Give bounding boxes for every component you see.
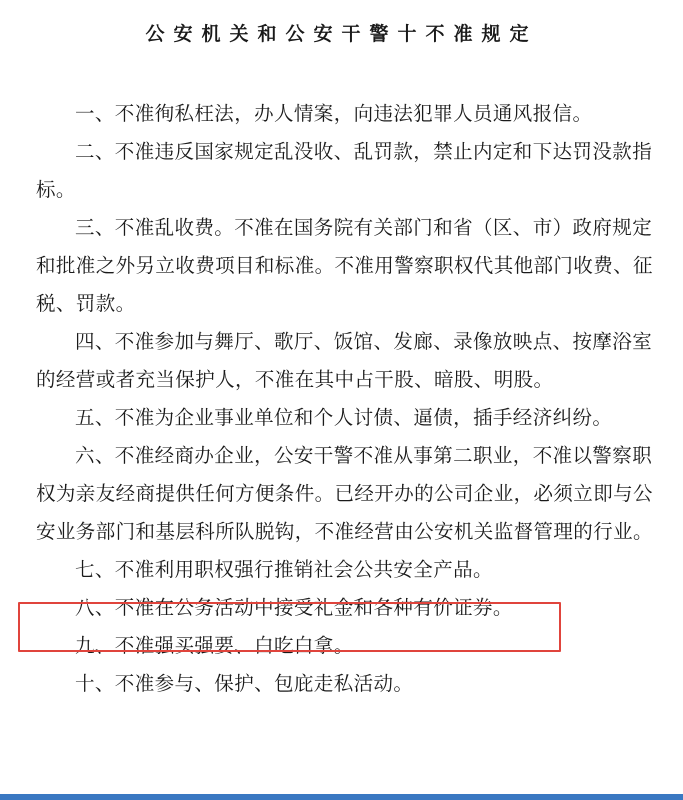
rule-item-10: 十、不准参与、保护、包庇走私活动。	[75, 672, 414, 695]
rule-item-1: 一、不准徇私枉法，办人情案，向违法犯罪人员通风报信。	[75, 102, 593, 125]
rule-item-7: 七、不准利用职权强行推销社会公共安全产品。	[75, 558, 493, 581]
bottom-bar	[0, 794, 683, 800]
rule-item-4: 四、不准参加与舞厅、歌厅、饭馆、发廊、录像放映点、按摩浴室的经营或者充当保护人，不准在其中占干股、暗股、明股。	[36, 330, 653, 391]
document-title: 公安机关和公安干警十不准规定	[145, 23, 538, 45]
rule-item-6: 六、不准经商办企业，公安干警不准从事第二职业，不准以警察职权为亲友经商提供任何方便条件。已经开办的公司企业，必须立即与公安业务部门和基层科所队脱钩，不准经营由公安机关监督管理的行业。	[36, 444, 653, 543]
rule-item-9: 九、不准强买强要、白吃白拿。	[75, 634, 354, 657]
rule-item-3: 三、不准乱收费。不准在国务院有关部门和省（区、市）政府规定和批准之外另立收费项目和标准。不准用警察职权代其他部门收费、征税、罚款。	[36, 216, 653, 315]
highlight-box	[18, 602, 561, 652]
rule-item-5: 五、不准为企业事业单位和个人讨债、逼债，插手经济纠纷。	[75, 406, 613, 429]
rule-item-8: 八、不准在公务活动中接受礼金和各种有价证券。	[75, 596, 513, 619]
rule-item-2: 二、不准违反国家规定乱没收、乱罚款，禁止内定和下达罚没款指标。	[36, 140, 653, 201]
